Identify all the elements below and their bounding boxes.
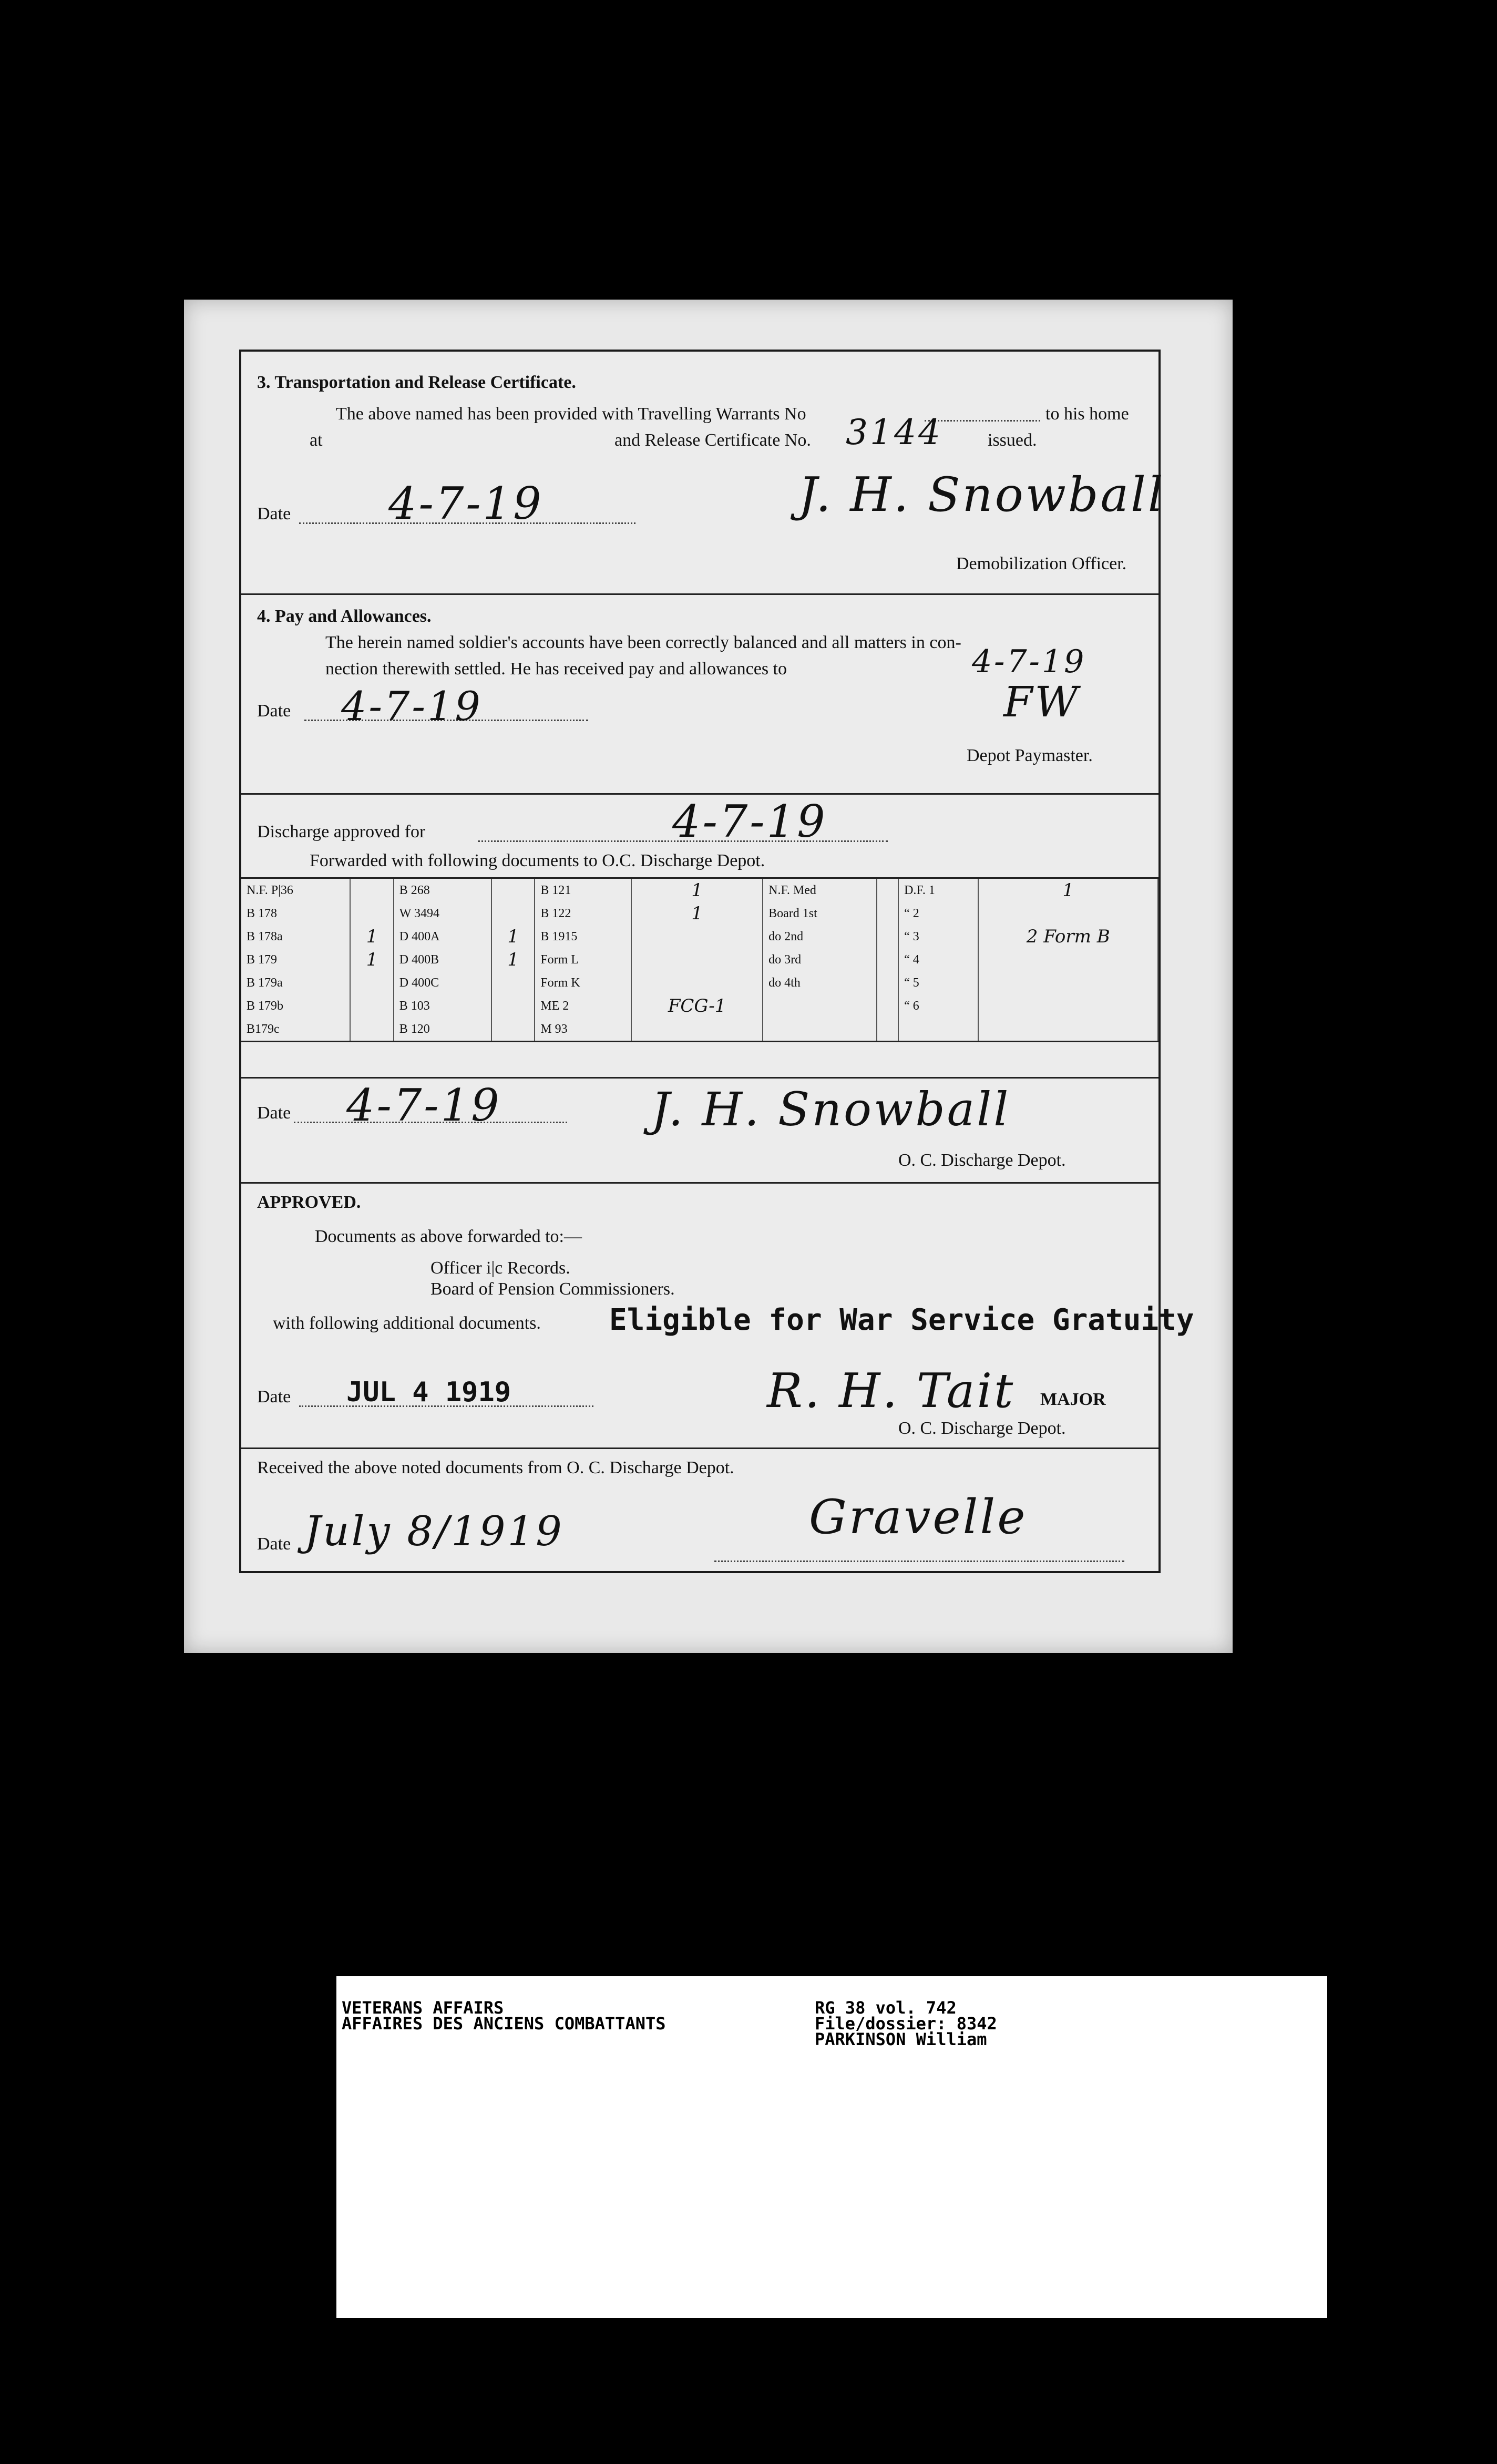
section3-line1-end: to his home [1045,404,1129,424]
section4-date-value: 4-7-19 [341,683,483,730]
doc-count [350,971,393,994]
discharge-date-label: Date [257,1103,291,1123]
doc-count: 1 [631,878,763,902]
section4-line1: The herein named soldier's accounts have been correctly balanced and all matters in con- [325,633,961,652]
table-bottom-rule [241,1077,1158,1079]
doc-form-code: “ 2 [898,902,978,925]
documents-table-row [241,1018,1158,1042]
doc-count: 1 [978,878,1158,902]
label-volume: RG 38 vol. 742 [815,1998,957,2018]
documents-table-row [241,878,1158,902]
approved-signer-title: O. C. Discharge Depot. [898,1419,1066,1438]
doc-form-code: B 179b [241,994,350,1018]
approved-recipient-records: Officer i|c Records. [430,1258,570,1278]
doc-form-code [898,1018,978,1042]
doc-form-code: D 400C [394,971,491,994]
demob-officer-signature: J. H. Snowball [798,467,1165,522]
doc-count [631,948,763,971]
doc-form-code: ME 2 [535,994,631,1018]
doc-form-code: B 179 [241,948,350,971]
document-sheet [184,300,1233,1653]
discharge-approved-value: 4-7-19 [672,796,827,847]
documents-table [241,877,1158,1042]
section4-line2: nection therewith settled. He has received pay and allowances to [325,659,787,679]
doc-form-code: Form L [535,948,631,971]
doc-form-code: D.F. 1 [898,878,978,902]
doc-count [631,925,763,948]
section3-heading: 3. Transportation and Release Certificate. [257,373,576,392]
approved-recipient-pensions: Board of Pension Commissioners. [430,1279,675,1299]
label-dept-en: VETERANS AFFAIRS [342,1998,504,2018]
discharge-forwarded-text: Forwarded with following documents to O.C. Discharge Depot. [310,851,765,870]
received-top-rule [241,1447,1158,1449]
discharge-depot-signature: J. H. Snowball [651,1082,1011,1136]
received-signature-line [714,1560,1124,1562]
discharge-approved-label: Discharge approved for [257,822,426,841]
doc-count: FCG-1 [631,994,763,1018]
approved-date-label: Date [257,1387,291,1406]
doc-form-code: D 400B [394,948,491,971]
doc-count [978,1018,1158,1042]
doc-count [877,878,899,902]
approved-additional-docs: with following additional documents. [273,1313,541,1333]
section3-line2-mid: and Release Certificate No. [614,430,811,450]
doc-count: 1 [631,902,763,925]
documents-table-row [241,994,1158,1018]
section3-line2-at: at [310,430,323,450]
documents-table-row [241,948,1158,971]
paymaster-initials-icon: FW [1003,677,1080,726]
doc-count: 1 [350,948,393,971]
doc-count [350,878,393,902]
doc-count [491,902,535,925]
doc-count: 1 [350,925,393,948]
doc-form-code: B 121 [535,878,631,902]
form-frame [239,350,1194,1573]
label-file: File/dossier: 8342 [815,2014,997,2034]
doc-form-code: B 103 [394,994,491,1018]
doc-count [978,994,1158,1018]
approved-forwarded-to: Documents as above forwarded to:— [315,1227,582,1246]
demob-officer-title: Demobilization Officer. [956,554,1127,573]
doc-form-code: do 4th [763,971,876,994]
doc-form-code: B 178 [241,902,350,925]
doc-count [877,925,899,948]
release-cert-number: 3144 [846,412,942,453]
doc-form-code: “ 3 [898,925,978,948]
discharge-depot-title: O. C. Discharge Depot. [898,1151,1066,1170]
doc-count [978,948,1158,971]
received-date-value: July 8/1919 [304,1508,564,1555]
doc-count [491,878,535,902]
doc-form-code: Board 1st [763,902,876,925]
doc-count [877,902,899,925]
doc-form-code: B 122 [535,902,631,925]
approved-heading: APPROVED. [257,1193,361,1212]
doc-form-code: M 93 [535,1018,631,1042]
doc-count [491,1018,535,1042]
doc-count [877,1018,899,1042]
doc-count: 2 Form B [978,925,1158,948]
doc-count [877,994,899,1018]
label-dept-fr: AFFAIRES DES ANCIENS COMBATTANTS [342,2014,666,2034]
approved-top-rule [241,1182,1158,1184]
paid-to-date: 4-7-19 [972,643,1086,680]
doc-form-code: B 268 [394,878,491,902]
doc-count [491,971,535,994]
archive-label [336,1976,1327,2318]
doc-form-code: B 178a [241,925,350,948]
section-pay-allowances [241,593,1158,795]
doc-form-code: B179c [241,1018,350,1042]
doc-count [350,994,393,1018]
section3-date-value: 4-7-19 [388,478,544,529]
doc-form-code: W 3494 [394,902,491,925]
received-signature: Gravelle [809,1490,1028,1545]
documents-table-row [241,925,1158,948]
section4-date-label: Date [257,701,291,721]
doc-count [491,994,535,1018]
doc-form-code: Form K [535,971,631,994]
doc-count [350,1018,393,1042]
label-name: PARKINSON William [815,2029,987,2049]
doc-count [877,948,899,971]
documents-table-row [241,902,1158,925]
doc-form-code: do 3rd [763,948,876,971]
received-date-label: Date [257,1534,291,1554]
doc-form-code: B 120 [394,1018,491,1042]
doc-form-code [763,1018,876,1042]
gratuity-stamp: Eligible for War Service Gratuity [609,1303,1194,1337]
received-text: Received the above noted documents from O. C. Discharge Depot. [257,1458,734,1477]
doc-form-code: D 400A [394,925,491,948]
doc-count [350,902,393,925]
doc-form-code: N.F. P|36 [241,878,350,902]
doc-form-code [763,994,876,1018]
doc-count: 1 [491,925,535,948]
doc-count [877,971,899,994]
section-transport-release [241,352,1165,595]
doc-form-code: do 2nd [763,925,876,948]
doc-count [631,1018,763,1042]
doc-form-code: N.F. Med [763,878,876,902]
doc-form-code: B 179a [241,971,350,994]
documents-table-row [241,971,1158,994]
doc-count: 1 [491,948,535,971]
doc-count [978,902,1158,925]
section3-line2-end: issued. [988,430,1037,450]
section3-line1: The above named has been provided with Travelling Warrants No [336,404,806,424]
doc-count [631,971,763,994]
major-signature: R. H. Tait [767,1363,1016,1419]
doc-form-code: “ 5 [898,971,978,994]
doc-form-code: “ 6 [898,994,978,1018]
section4-heading: 4. Pay and Allowances. [257,607,432,626]
doc-form-code: B 1915 [535,925,631,948]
rank-stamp: MAJOR [1040,1390,1106,1409]
doc-count [978,971,1158,994]
section3-date-label: Date [257,504,291,523]
paymaster-title: Depot Paymaster. [967,746,1093,765]
discharge-date-value: 4-7-19 [346,1080,501,1131]
doc-form-code: “ 4 [898,948,978,971]
approved-date-stamp: JUL 4 1919 [346,1377,511,1408]
